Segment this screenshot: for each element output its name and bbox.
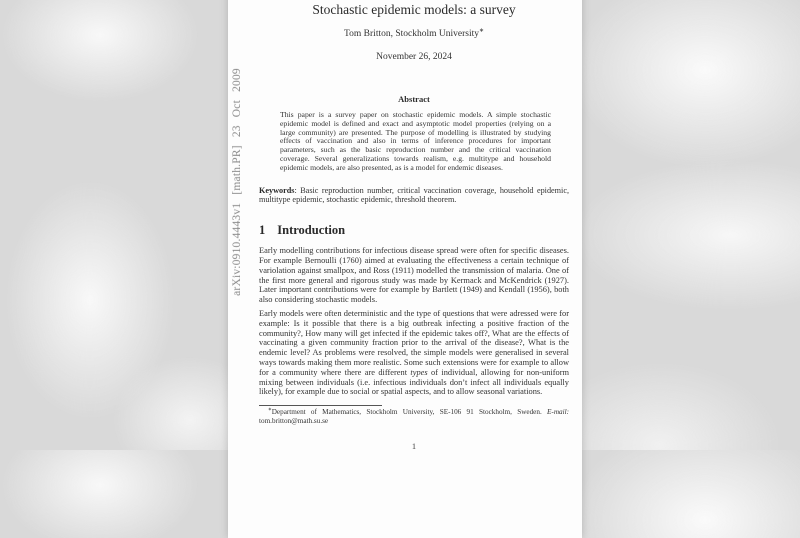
keywords-text: : Basic reproduction number, critical vaccination coverage, household epidemic, multitype epidemic, stochastic epidemic, threshold theorem. xyxy=(259,185,569,204)
section-title: Introduction xyxy=(277,223,346,238)
arxiv-sidebar-stamp: arXiv:0910.4443v1 [math.PR] 23 Oct 2009 xyxy=(231,68,243,296)
footnote-rule xyxy=(259,405,382,406)
email-label: E-mail: xyxy=(547,408,569,417)
footnote-affiliation: Department of Mathematics, Stockholm University, SE-106 91 Stockholm, Sweden. xyxy=(271,408,542,417)
footnote-marker: ∗ xyxy=(268,406,272,412)
section-heading-introduction xyxy=(259,223,569,237)
page-title: Stochastic epidemic models: a survey xyxy=(312,2,516,17)
footnote xyxy=(259,408,569,425)
emphasized-word: types xyxy=(410,367,428,377)
paper-content xyxy=(259,0,570,451)
intro-paragraph-2: Early models were often deterministic and the type of questions that were adressed were for example: Is it possible that there is a big outbreak infecting a positive fraction of the community?, How many will get infected if the epidemic takes off?, What are the effects of vaccinating a given community fraction prior to the arrival of the disease?, What is the endemic level? As problems were resolved, the simple models were generalised in several ways towards making them more realistic. Some such extensions were for example to allow for a community where there are different types of individual, allowing for non-uniform mixing between individuals (i.e. infectious individuals don’t infect all individuals equally likely), for example due to social or spatial aspects, and to allow seasonal variations. xyxy=(259,308,570,397)
abstract-text: This paper is a survey paper on stochastic epidemic models. A simple stochastic epidemic model is defined and exact and asymptotic model properties (relying on a large community) are presented. The purpose of modelling is illustrated by studying effects of vaccination and also in terms of inference procedures for important parameters, such as the basic reproduction number and the critical vaccination coverage. Several generalizations towards realism, e.g. multitype and household epidemic models, are also presented, as is a model for endemic diseases. xyxy=(280,110,551,172)
author-footnote-marker: ∗ xyxy=(479,27,484,34)
paper-page xyxy=(228,0,582,538)
keywords-line xyxy=(259,186,569,205)
author-name: Tom Britton, Stockholm University xyxy=(344,29,480,39)
keywords-label: Keywords xyxy=(259,185,295,195)
section-number: 1 xyxy=(259,223,266,238)
page-number: 1 xyxy=(411,441,417,451)
abstract-heading: Abstract xyxy=(398,94,430,104)
intro-paragraph-1: Early modelling contributions for infectious disease spread were often for specific diseases. For example Bernoulli (1760) aimed at evaluating the effectiveness a certain technique of variolation against smallpox, and Ross (1911) modelled the transmission of malaria. One of the first more general and rigorous study was made by Kermack and McKendrick (1927). Later important contributions were for example by Bartlett (1949) and Kendall (1956), both also considering stochastic models. xyxy=(259,246,569,305)
author-line xyxy=(259,29,569,39)
date-line: November 26, 2024 xyxy=(376,52,452,62)
email-address: tom.britton@math.su.se xyxy=(259,416,329,425)
